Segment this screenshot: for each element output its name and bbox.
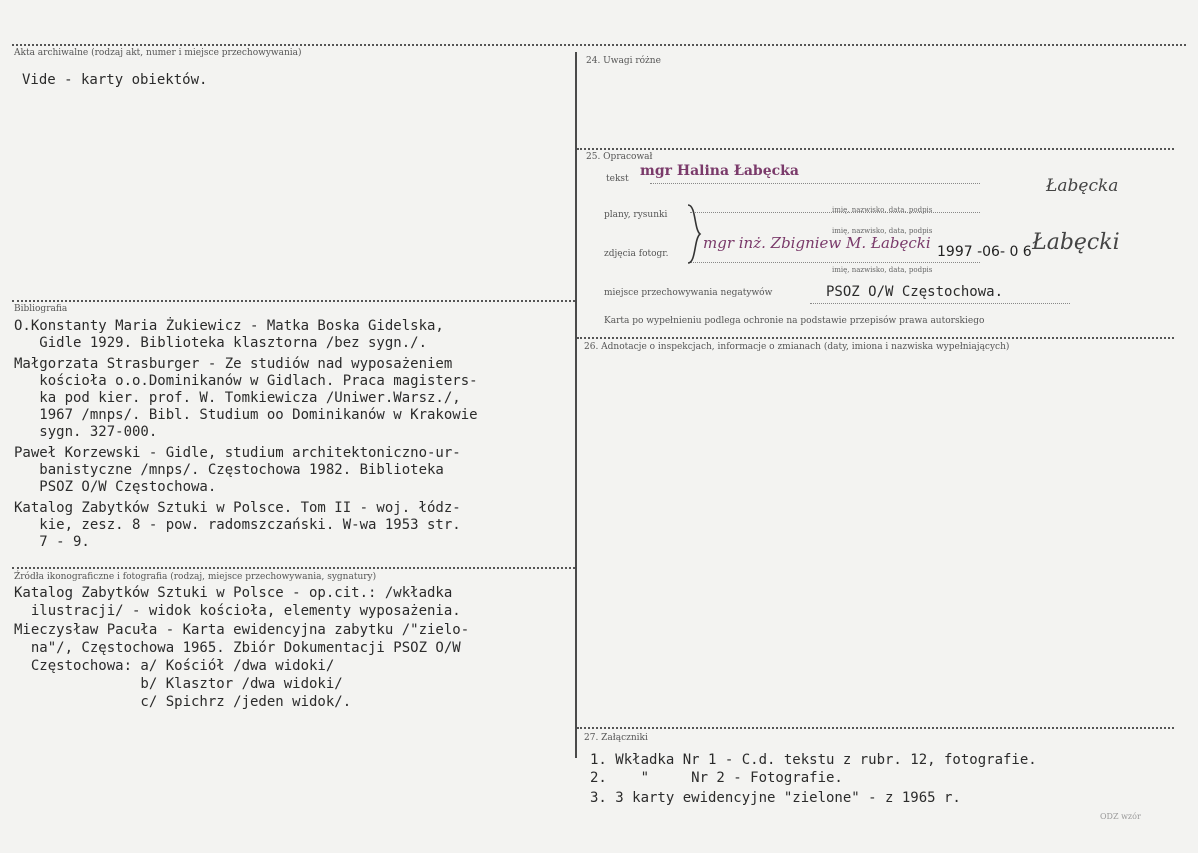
iconographic-line: na"/, Częstochowa 1965. Zbiór Dokumentacji PSOZ O/W [14,640,461,656]
iconographic-line: c/ Spichrz /jeden widok/. [14,694,352,710]
archival-label: Akta archiwalne (rodzaj akt, numer i miejsce przechowywania) [14,48,302,58]
name-caption: imię, nazwisko, data, podpis [832,227,933,235]
photographer-signature: Łabęcki [1032,230,1120,255]
bibliography-line: O.Konstanty Maria Żukiewicz - Matka Boska Gidelska, [14,318,444,334]
prepared-underline-4 [810,303,1070,304]
iconographic-label: Źródła ikonograficzne i fotografia (rodzaj, miejsce przechowywania, sygnatury) [14,572,377,582]
left-rule-iconographic [12,567,575,569]
remarks-label: 24. Uwagi różne [586,56,661,66]
iconographic-line: ilustracji/ - widok kościoła, elementy wyposażenia. [14,603,461,619]
iconographic-line: Katalog Zabytków Sztuki w Polsce - op.cit.: /wkładka [14,585,453,601]
form-mark: ODZ wzór [1100,812,1141,821]
bibliography-label: Bibliografia [14,304,68,314]
text-label: tekst [606,174,629,184]
bibliography-line: kościoła o.o.Dominikanów w Gidlach. Praca magisters- [14,373,478,389]
right-rule-annotations [577,337,1174,339]
bibliography-line: ka pod kier. prof. W. Tomkiewicza /Uniwer.Warsz./, [14,390,461,406]
annotations-label: 26. Adnotacje o inspekcjach, informacje o zmianach (daty, imiona i nazwiska wypełniających) [584,342,1010,352]
bibliography-line: kie, zesz. 8 - pow. radomszczański. W-wa 1953 str. [14,517,461,533]
bibliography-line: 7 - 9. [14,534,90,550]
prepared-underline-3 [690,262,980,263]
attachment-line: 3. 3 karty ewidencyjne "zielone" - z 1965 r. [590,790,961,806]
archival-text: Vide - karty obiektów. [22,72,208,88]
negatives-label: miejsce przechowywania negatywów [604,288,773,298]
drawings-label: plany, rysunki [604,210,668,220]
name-caption: imię, nazwisko, data, podpis [832,266,933,274]
attachment-line: 2. " Nr 2 - Fotografie. [590,770,843,786]
negatives-value: PSOZ O/W Częstochowa. [826,284,1004,300]
top-rule [12,44,1186,46]
copyright-note: Karta po wypełnieniu podlega ochronie na podstawie przepisów prawa autorskiego [604,316,985,326]
iconographic-line: b/ Klasztor /dwa widoki/ [14,676,343,692]
left-rule-bibliography [12,300,575,302]
photographer-stamp: mgr inż. Zbigniew M. Łabęcki [703,234,931,252]
prepared-label: 25. Opracował [586,152,653,162]
bibliography-line: Paweł Korzewski - Gidle, studium architektoniczno-ur- [14,445,461,461]
photos-label: zdjęcia fotogr. [604,249,669,259]
iconographic-line: Częstochowa: a/ Kościół /dwa widoki/ [14,658,335,674]
center-divider [575,52,577,758]
date-stamp: 1997 -06- 0 6 [937,244,1032,260]
name-caption: imię, nazwisko, data, podpis [832,206,933,214]
author-stamp: mgr Halina Łabęcka [640,163,799,179]
bibliography-line: banistyczne /mnps/. Częstochowa 1982. Biblioteka [14,462,444,478]
iconographic-line: Mieczysław Pacuła - Karta ewidencyjna zabytku /"zielo- [14,622,470,638]
bibliography-line: Gidle 1929. Biblioteka klasztorna /bez sygn./. [14,335,428,351]
attachments-label: 27. Załączniki [584,733,648,743]
right-rule-prepared [577,148,1174,150]
brace-icon [684,203,704,265]
bibliography-line: 1967 /mnps/. Bibl. Studium oo Dominikanów w Krakowie [14,407,478,423]
author-signature: Łabęcka [1046,176,1119,196]
attachment-line: 1. Wkładka Nr 1 - C.d. tekstu z rubr. 12, fotografie. [590,752,1037,768]
bibliography-line: Katalog Zabytków Sztuki w Polsce. Tom II - woj. łódz- [14,500,461,516]
prepared-underline-1 [650,183,980,184]
bibliography-line: Małgorzata Strasburger - Ze studiów nad wyposażeniem [14,356,453,372]
right-rule-attachments [577,727,1174,729]
bibliography-line: sygn. 327-000. [14,424,158,440]
bibliography-line: PSOZ O/W Częstochowa. [14,479,217,495]
